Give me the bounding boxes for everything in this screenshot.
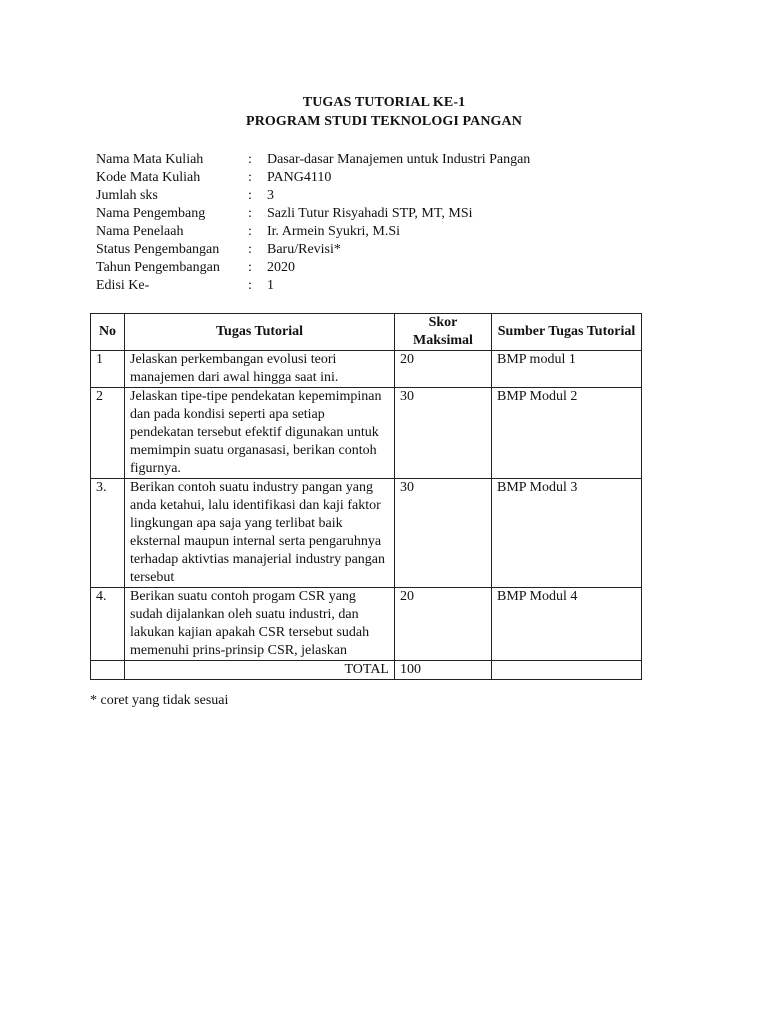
info-value: 3	[267, 188, 274, 203]
info-value: PANG4110	[267, 170, 332, 185]
row-task: Jelaskan perkembangan evolusi teori manajemen dari awal hingga saat ini.	[125, 351, 395, 388]
row-source: BMP modul 1	[492, 351, 642, 388]
row-score: 20	[395, 351, 492, 388]
table-row	[91, 388, 642, 479]
info-colon: :	[248, 242, 252, 257]
info-colon: :	[248, 152, 252, 167]
info-colon: :	[248, 278, 252, 293]
row-no: 1	[91, 351, 125, 388]
info-label: Kode Mata Kuliah	[96, 170, 201, 185]
table-row	[91, 479, 642, 588]
document-title: TUGAS TUTORIAL KE-1	[302, 95, 466, 110]
row-source: BMP Modul 4	[492, 588, 642, 661]
info-value: Ir. Armein Syukri, M.Si	[267, 224, 401, 239]
header-no: No	[91, 314, 125, 351]
total-label: TOTAL	[125, 661, 395, 680]
program-title: PROGRAM STUDI TEKNOLOGI PANGAN	[246, 114, 522, 129]
info-value: Sazli Tutur Risyahadi STP, MT, MSi	[267, 206, 473, 221]
row-task: Berikan suatu contoh progam CSR yang sudah dijalankan oleh suatu industri, dan lakukan kajian apakah CSR tersebut sudah memenuhi prins-prinsip CSR, jelaskan	[125, 588, 395, 661]
row-task: Jelaskan tipe-tipe pendekatan kepemimpinan dan pada kondisi seperti apa setiap pendekatan tersebut efektif digunakan untuk memimpin suatu organasasi, berikan contoh figurnya.	[125, 388, 395, 479]
header-task: Tugas Tutorial	[125, 314, 395, 351]
row-no: 3.	[91, 479, 125, 588]
row-source: BMP Modul 3	[492, 479, 642, 588]
info-label: Edisi Ke-	[96, 278, 150, 293]
tasks-table	[90, 313, 642, 680]
info-colon: :	[248, 170, 252, 185]
row-source: BMP Modul 2	[492, 388, 642, 479]
table-row	[91, 588, 642, 661]
total-value: 100	[395, 661, 492, 680]
info-colon: :	[248, 206, 252, 221]
header-source: Sumber Tugas Tutorial	[492, 314, 642, 351]
total-empty-cell	[91, 661, 125, 680]
info-label: Nama Pengembang	[96, 206, 206, 221]
info-value: 2020	[267, 260, 295, 275]
row-task: Berikan contoh suatu industry pangan yang anda ketahui, lalu identifikasi dan kaji faktor lingkungan apa saja yang terlibat baik eksternal maupun internal serta pengaruhnya terhadap aktivtias manajerial industry pangan tersebut	[125, 479, 395, 588]
header-score: Skor Maksimal	[395, 314, 492, 351]
row-no: 4.	[91, 588, 125, 661]
total-source-empty	[492, 661, 642, 680]
footnote: * coret yang tidak sesuai	[90, 693, 229, 708]
info-value: Baru/Revisi*	[267, 242, 341, 257]
info-colon: :	[248, 260, 252, 275]
info-label: Tahun Pengembangan	[96, 260, 220, 275]
info-label: Status Pengembangan	[96, 242, 220, 257]
row-score: 30	[395, 479, 492, 588]
table-header-row	[91, 314, 642, 351]
row-no: 2	[91, 388, 125, 479]
row-score: 30	[395, 388, 492, 479]
info-label: Nama Penelaah	[96, 224, 184, 239]
table-row	[91, 351, 642, 388]
info-label: Jumlah sks	[96, 188, 158, 203]
info-colon: :	[248, 188, 252, 203]
info-label: Nama Mata Kuliah	[96, 152, 204, 167]
info-value: Dasar-dasar Manajemen untuk Industri Pangan	[267, 152, 531, 167]
row-score: 20	[395, 588, 492, 661]
info-colon: :	[248, 224, 252, 239]
table-total-row	[91, 661, 642, 680]
info-value: 1	[267, 278, 274, 293]
